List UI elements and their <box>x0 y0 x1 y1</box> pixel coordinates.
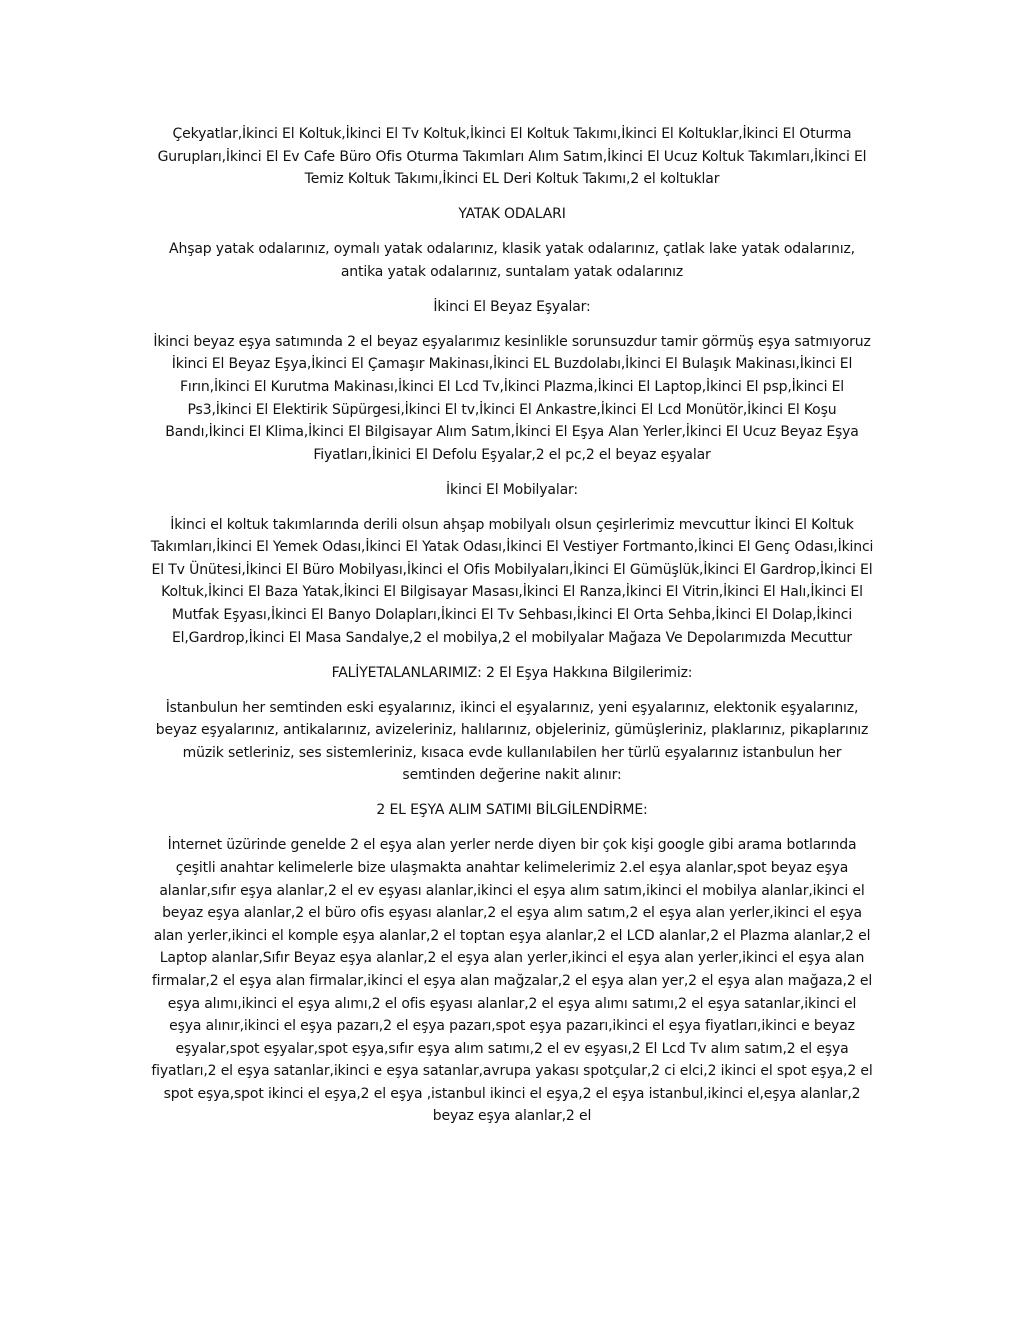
paragraph-koltuklar: Çekyatlar,İkinci El Koltuk,İkinci El Tv Koltuk,İkinci El Koltuk Takımı,İkinci El Koltuklar,İkinci El Oturma Gurupları,İkinci El Ev Cafe Büro Ofis Oturma Takımları Alım Satım,İkinci El Ucuz Koltuk Takımları,İkinci El Temiz Koltuk Takımı,İkinci EL Deri Koltuk Takımı,2 el koltuklar <box>157 126 867 188</box>
heading-yatak-odalari: YATAK ODALARI <box>458 206 566 223</box>
paragraph-yatak-odalari: Ahşap yatak odalarınız, oymalı yatak odalarınız, klasik yatak odalarınız, çatlak lake yatak odalarınız, antika yatak odalarınız, suntalam yatak odalarınız <box>169 241 855 280</box>
document-content <box>150 123 874 1140</box>
paragraph-mobilyalar: İkinci el koltuk takımlarında derili olsun ahşap mobilyalı olsun çeşirlerimiz mevcuttur İkinci El Koltuk Takımları,İkinci El Yemek Odası,İkinci El Yatak Odası,İkinci El Vestiyer Fortmanto,İkinci El Genç Odası,İkinci El Tv Ünütesi,İkinci El Büro Mobilyası,İkinci el Ofis Mobilyaları,İkinci El Gümüşlük,İkinci El Gardrop,İkinci El Koltuk,İkinci El Baza Yatak,İkinci El Bilgisayar Masası,İkinci El Ranza,İkinci El Vitrin,İkinci El Halı,İkinci El Mutfak Eşyası,İkinci El Banyo Dolapları,İkinci El Tv Sehbası,İkinci El Orta Sehba,İkinci El Dolap,İkinci El,Gardrop,İkinci El Masa Sandalye,2 el mobilya,2 el mobilyalar Mağaza Ve Depolarımızda Mecuttur <box>150 516 874 646</box>
heading-beyaz-esyalar: İkinci El Beyaz Eşyalar: <box>433 298 591 315</box>
heading-faliyet-alanlari: FALİYETALANLARIMIZ: 2 El Eşya Hakkına Bilgilerimiz: <box>331 664 693 681</box>
paragraph-faliyet-alanlari: İstanbulun her semtinden eski eşyalarınız, ikinci el eşyalarınız, yeni eşyalarınız, elektonik eşyalarınız, beyaz eşyalarınız, antikalarınız, avizeleriniz, halılarınız, objeleriniz, gümüşleriniz, plaklarınız, pikaplarınız müzik setleriniz, ses sistemleriniz, kısaca evde kullanılabilen her türlü eşyalarınız istanbulun her semtinden değerine nakit alınır: <box>155 699 869 784</box>
paragraph-alim-satim-bilgilendirme: İnternet üzürinde genelde 2 el eşya alan yerler nerde diyen bir çok kişi google gibi arama botlarında çeşitli anahtar kelimelerle bize ulaşmakta anahtar kelimelerimiz 2.el eşya alanlar,spot beyaz eşya alanlar,sıfır eşya alanlar,2 el ev eşyası alanlar,ikinci el eşya alım satım,ikinci el mobilya alanlar,ikinci el beyaz eşya alanlar,2 el büro ofis eşyası alanlar,2 el eşya alım satım,2 el eşya alan yerler,ikinci el eşya alan yerler,ikinci el komple eşya alanlar,2 el toptan eşya alanlar,2 el LCD alanlar,2 el Plazma alanlar,2 el Laptop alanlar,Sıfır Beyaz eşya alanlar,2 el eşya alan yerler,ikinci el eşya alan yerler,ikinci el eşya alan firmalar,2 el eşya alan firmalar,ikinci el eşya alan mağzalar,2 el eşya alan yer,2 el eşya alan mağaza,2 el eşya alımı,ikinci el eşya alımı,2 el ofis eşyası alanlar,2 el eşya alımı satımı,2 el eşya satanlar,ikinci el eşya alınır,ikinci el eşya pazarı,2 el eşya pazarı,spot eşya pazarı,ikinci el eşya fiyatları,ikinci e beyaz eşyalar,spot eşyalar,spot eşya,sıfır eşya alım satımı,2 el ev eşyası,2 El Lcd Tv alım satım,2 el eşya fiyatları,2 el eşya satanlar,ikinci e eşya satanlar,avrupa yakası spotçular,2 ci elci,2 ikinci el spot eşya,2 el spot eşya,spot ikinci el eşya,2 el eşya ,istanbul ikinci el eşya,2 el eşya istanbul,ikinci el,eşya alanlar,2 beyaz eşya alanlar,2 el <box>151 837 873 1125</box>
paragraph-beyaz-esyalar: İkinci beyaz eşya satımında 2 el beyaz eşyalarımız kesinlikle sorunsuzdur tamir görmüş eşya satmıyoruz İkinci El Beyaz Eşya,İkinci El Çamaşır Makinası,İkinci EL Buzdolabı,İkinci El Bulaşık Makinası,İkinci El Fırın,İkinci El Kurutma Makinası,İkinci El Lcd Tv,İkinci Plazma,İkinci El Laptop,İkinci El psp,İkinci El Ps3,İkinci El Elektirik Süpürgesi,İkinci El tv,İkinci El Ankastre,İkinci El Lcd Monütör,İkinci El Koşu Bandı,İkinci El Klima,İkinci El Bilgisayar Alım Satım,İkinci El Eşya Alan Yerler,İkinci El Ucuz Beyaz Eşya Fiyatları,İkinici El Defolu Eşyalar,2 el pc,2 el beyaz eşyalar <box>153 333 871 463</box>
heading-alim-satim-bilgilendirme: 2 EL EŞYA ALIM SATIMI BİLGİLENDİRME: <box>376 802 648 819</box>
heading-mobilyalar: İkinci El Mobilyalar: <box>446 481 578 498</box>
